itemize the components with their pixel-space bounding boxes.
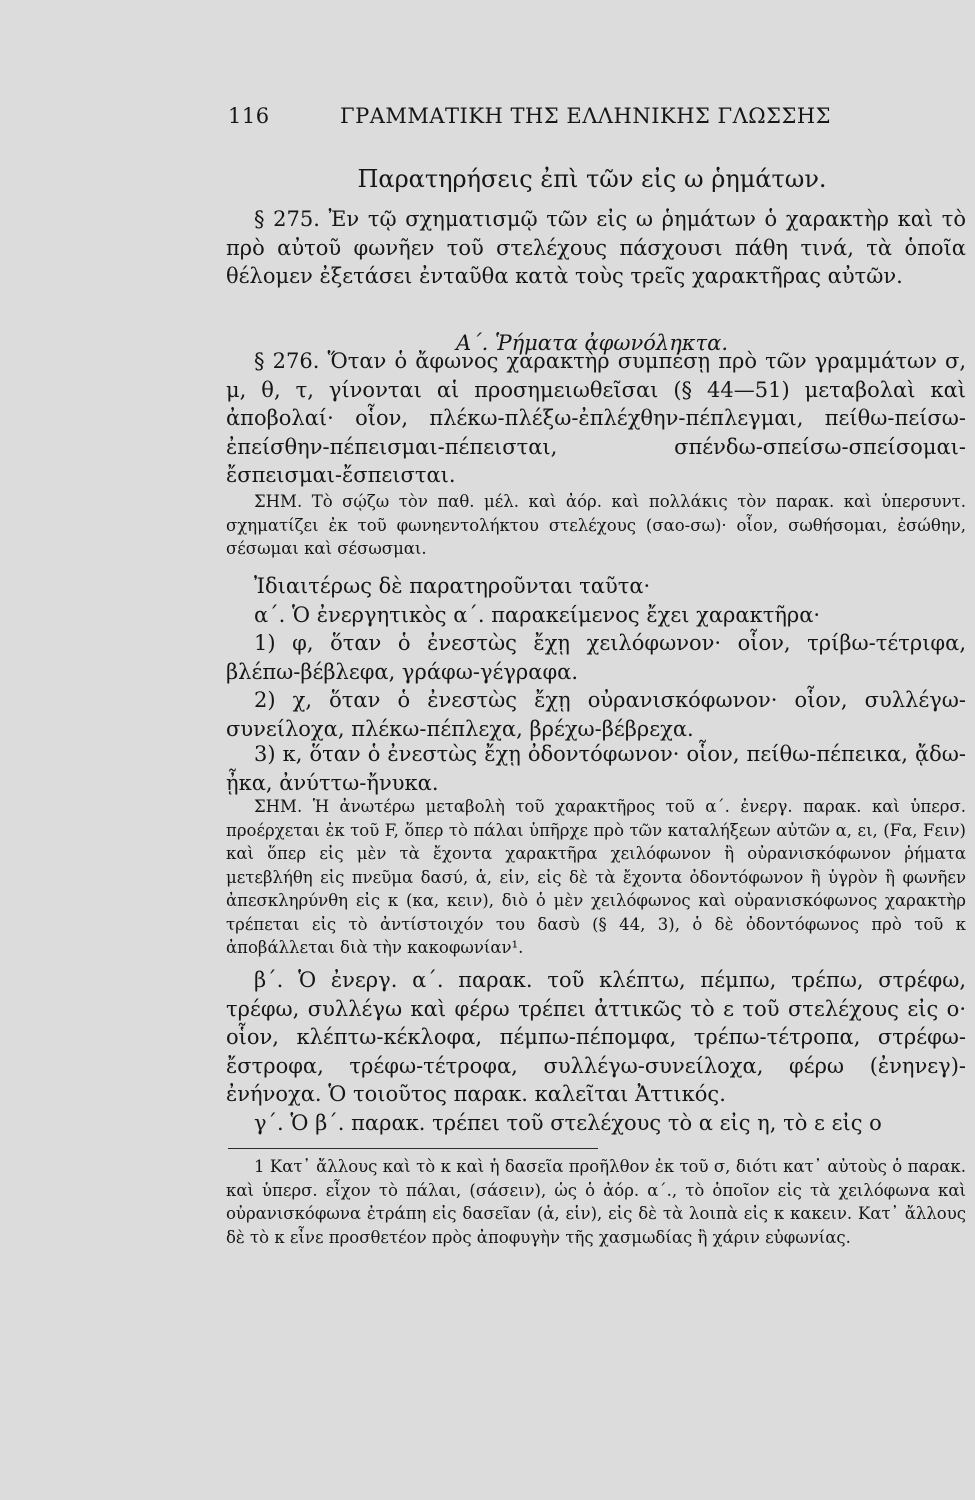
page-header: [228, 104, 956, 136]
list-item-chi: 2) χ, ὅταν ὁ ἐνεστὼς ἔχῃ οὐρανισκόφωνον· οἷον, συλλέγω-συνείλοχα, πλέκω-πέπλεχα, βρέχω-βέβρεχα.: [226, 688, 966, 741]
footnote-1: 1 Κατ᾽ ἄλλους καὶ τὸ κ καὶ ἡ δασεῖα προῆλθον ἐκ τοῦ σ, διότι κατ᾽ αὐτοὺς ὁ παρακ. καὶ ὑπερσ. εἶχον τὸ πάλαι, (σάσειν), ὡς ὁ ἀόρ. α΄., τὸ ὁποῖον εἰς τὰ χειλόφωνα καὶ οὐρανισκόφωνα ἐτράπη εἰς δασεῖαν (ἁ, εἱν), εἰς δὲ τὰ λοιπὰ εἰς κ κακειν. Κατ᾽ ἄλλους δὲ τὸ κ εἶνε προσθετέον πρὸς ἀποφυγὴν τῆς χασμωδίας ἢ χάριν εὐφωνίας.: [226, 1157, 966, 1247]
note-digamma: ΣΗΜ. Ἡ ἀνωτέρω μεταβολὴ τοῦ χαρακτῆρος τοῦ α΄. ἐνεργ. παρακ. καὶ ὑπερσ. προέρχεται ἐκ τοῦ F, ὅπερ τὸ πάλαι ὑπῆρχε πρὸ τῶν καταλήξεων αὐτῶν α, ει, (Fα, Fειν) καὶ ὅπερ εἰς μὲν τὰ ἔχοντα χαρακτῆρα χειλόφωνον ἢ οὐρανισκόφωνον ῥήματα μετεβλήθη εἰς πνεῦμα δασύ, ἁ, εἱν, εἰς δὲ τὰ ἔχοντα ὀδοντόφωνον ἢ ὑγρὸν ἢ φωνῆεν ἀπεσκληρύνθη εἰς κ (κα, κειν), διὸ ὁ μὲν χειλόφωνος καὶ οὐρανισκόφωνος χαρακτὴρ τρέπεται εἰς τὸ ἀντίστοιχόν του δασὺ (§ 44, 3), ὁ δὲ ὀδοντόφωνος πρὸ τοῦ κ ἀποβάλλεται διὰ τὴν κακοφωνίαν¹.: [226, 797, 966, 957]
list-item-phi: 1) φ, ὅταν ὁ ἐνεστὼς ἔχῃ χειλόφωνον· οἷον, τρίβω-τέτριφα, βλέπω-βέβλεφα, γράφω-γέγραφα.: [226, 631, 966, 684]
section-title-observations: Παρατηρήσεις ἐπὶ τῶν εἰς ω ῥημάτων.: [357, 165, 827, 193]
running-head: ΓΡΑΜΜΑΤΙΚΗ ΤΗΣ ΕΛΛΗΝΙΚΗΣ ΓΛΩΣΣΗΣ: [340, 104, 832, 128]
paragraph-alpha: α΄. Ὁ ἐνεργητικὸς α΄. παρακείμενος ἔχει χαρακτῆρα·: [254, 603, 821, 627]
paragraph-gamma: γ΄. Ὁ β΄. παρακ. τρέπει τοῦ στελέχους τὸ α εἰς η, τὸ ε εἰς ο: [254, 1111, 882, 1135]
paragraph-276: § 276. Ὅταν ὁ ἄφωνος χαρακτὴρ συμπέσῃ πρὸ τῶν γραμμάτων σ, μ, θ, τ, γίνονται αἱ προσημειωθεῖσαι (§ 44—51) μεταβολαὶ καὶ ἀποβολαί· οἷον, πλέκω-πλέξω-ἐπλέχθην-πέπλεγμαι, πείθω-πείσω-ἐπείσθην-πέπεισμαι-πέπεισται, σπένδω-σπείσω-σπείσομαι-ἔσπεισμαι-ἔσπεισται.: [226, 349, 966, 487]
paragraph-275: § 275. Ἐν τῷ σχηματισμῷ τῶν εἰς ω ῥημάτων ὁ χαρακτὴρ καὶ τὸ πρὸ αὐτοῦ φωνῆεν τοῦ στελέχους πάσχουσι πάθη τινά, τὰ ὁποῖα θέλομεν ἐξετάσει ἐνταῦθα κατὰ τοὺς τρεῖς χαρακτῆρας αὐτῶν.: [226, 207, 966, 288]
page-number: 116: [228, 104, 270, 128]
note-sozo: ΣΗΜ. Τὸ σῴζω τὸν παθ. μέλ. καὶ ἀόρ. καὶ πολλάκις τὸν παρακ. καὶ ὑπερσυντ. σχηματίζει ἐκ τοῦ φωνηεντολήκτου στελέχους (σαο-σω)· οἷον, σωθήσομαι, ἐσώθην, σέσωμαι καὶ σέσωσμαι.: [226, 492, 966, 558]
paragraph-idiaiterws: Ἰδιαιτέρως δὲ παρατηροῦνται ταῦτα·: [254, 574, 651, 598]
footnote-divider: [228, 1148, 598, 1149]
paragraph-beta: β΄. Ὁ ἐνεργ. α΄. παρακ. τοῦ κλέπτω, πέμπω, τρέπω, στρέφω, τρέφω, συλλέγω καὶ φέρω τρέπει ἀττικῶς τὸ ε τοῦ στελέχους εἰς ο· οἷον, κλέπτω-κέκλοφα, πέμπω-πέπομφα, τρέπω-τέτροπα, στρέφω-ἔστροφα, τρέφω-τέτροφα, συλλέγω-συνείλοχα, φέρω (ἐνηνεγ)-ἐνήνοχα. Ὁ τοιοῦτος παρακ. καλεῖται Ἀττικός.: [226, 968, 966, 1106]
list-item-kappa: 3) κ, ὅταν ὁ ἐνεστὼς ἔχῃ ὀδοντόφωνον· οἷον, πείθω-πέπεικα, ᾄδω-ᾖκα, ἀνύττω-ἤνυκα.: [226, 742, 966, 795]
section-title-aphonolekta: Α΄. Ῥήματα ἀφωνόληκτα.: [455, 331, 729, 355]
